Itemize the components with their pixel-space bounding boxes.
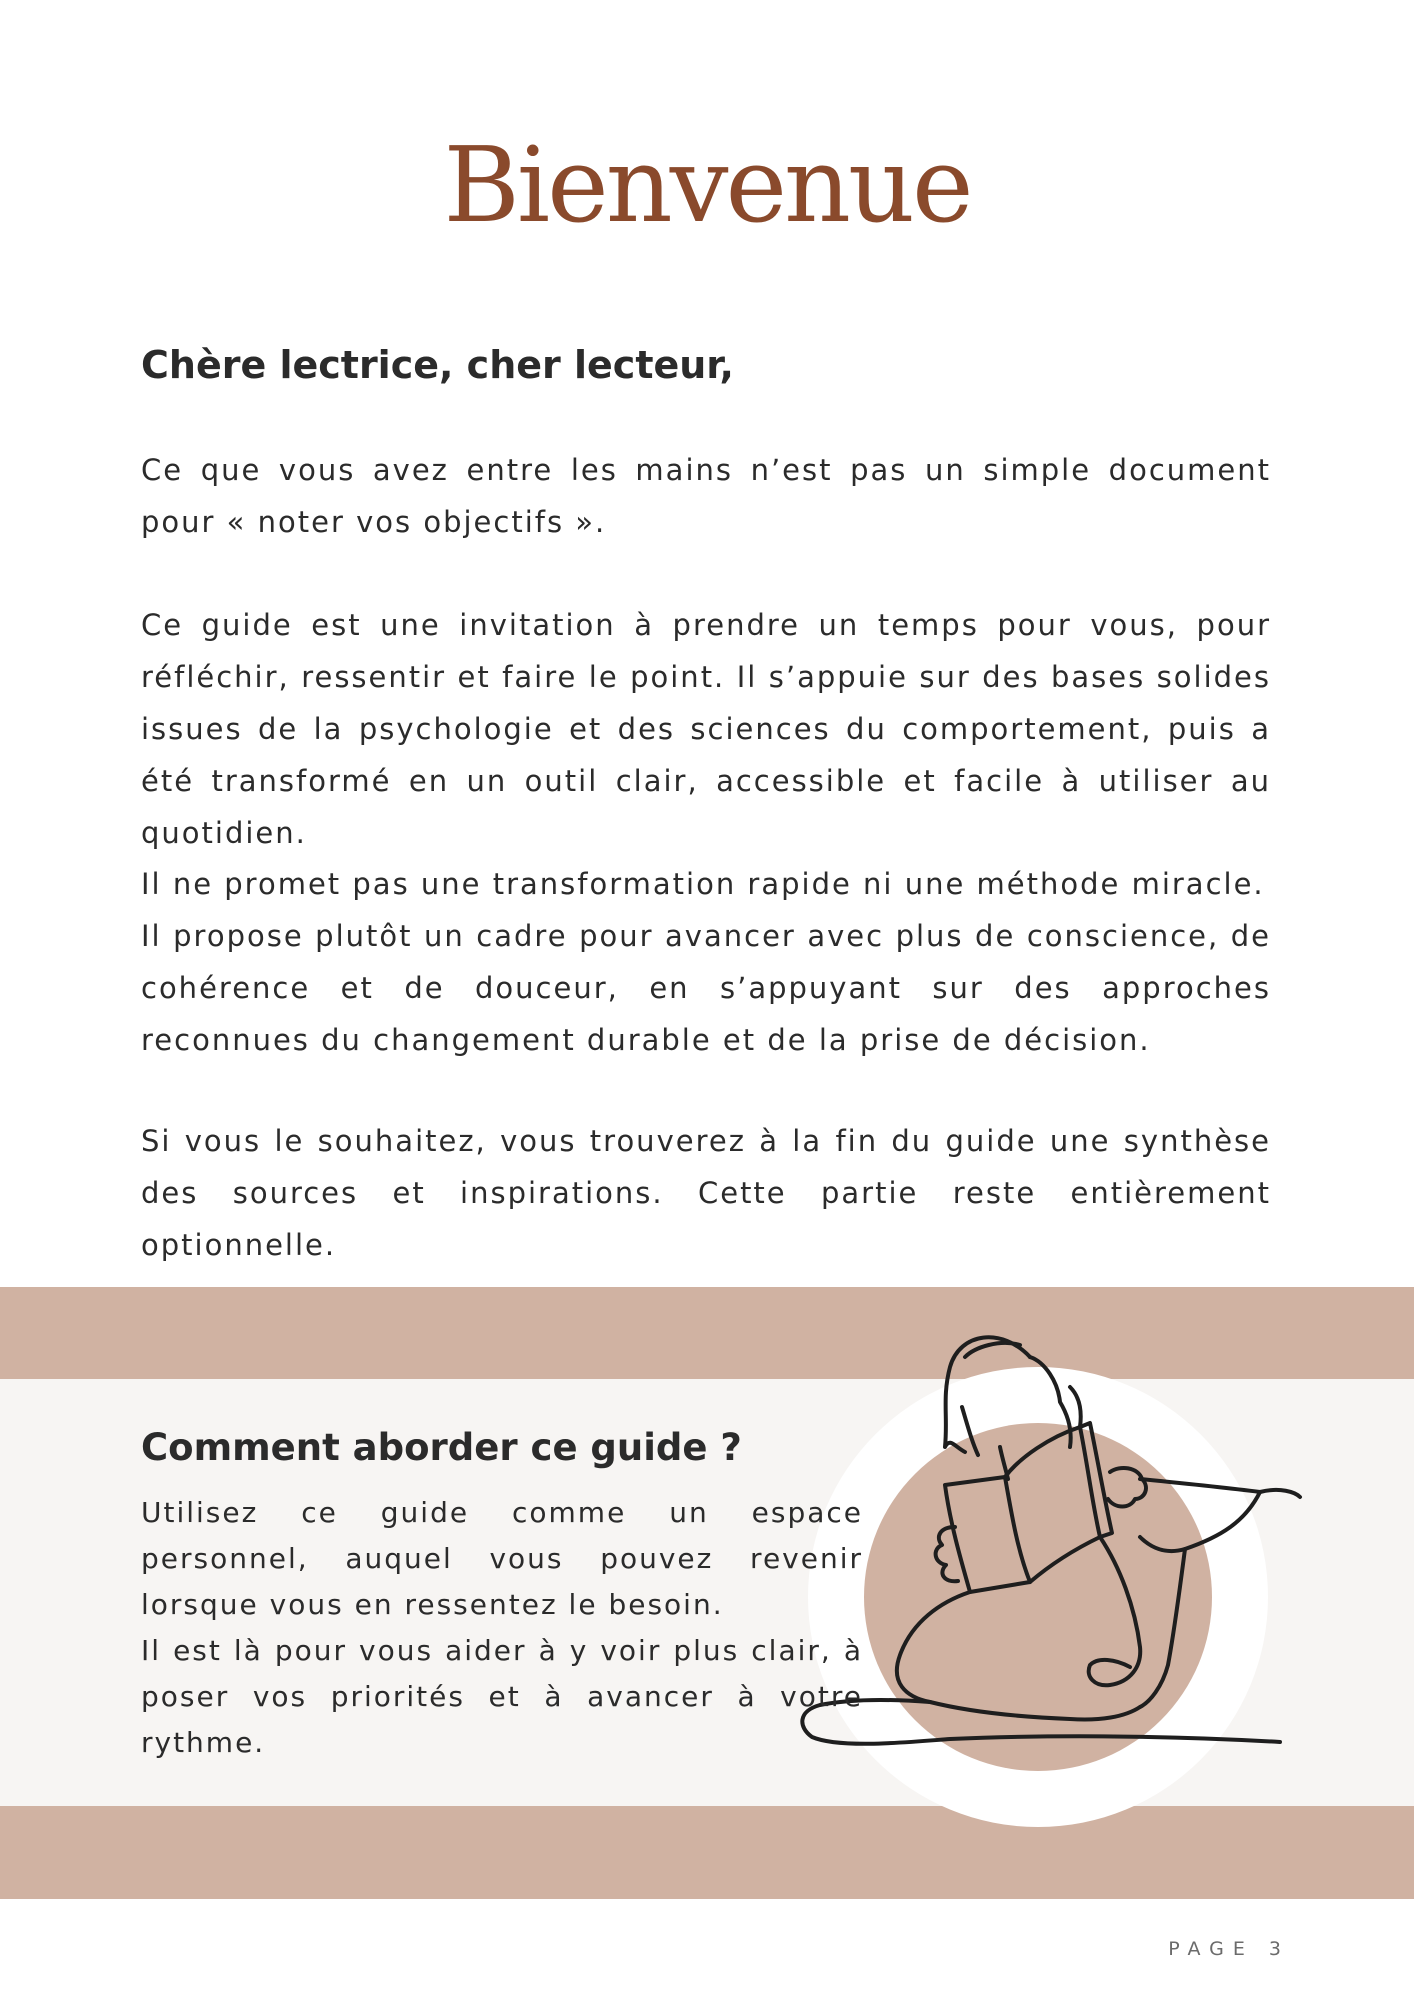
greeting-heading: Chère lectrice, cher lecteur, — [141, 343, 734, 387]
page-number: PAGE 3 — [1168, 1938, 1290, 1960]
intro-paragraph: Ce que vous avez entre les mains n’est pas un simple document pour « noter vos objectifs ». — [141, 453, 1271, 539]
section-body-line-1: Utilisez ce guide comme un espace personnel, auquel vous pouvez revenir lorsque vous en ressentez le besoin. — [141, 1496, 863, 1621]
promise-line-2: Il propose plutôt un cadre pour avancer avec plus de conscience, de cohérence et de douceur, en s’appuyant sur des approches reconnues du changement durable et de la prise de décision. — [141, 919, 1271, 1057]
section-body-line-2: Il est là pour vous aider à y voir plus clair, à poser vos priorités et à avancer à votre rythme. — [141, 1634, 863, 1759]
page-title: Bienvenue — [443, 124, 971, 246]
section-title: Comment aborder ce guide ? — [141, 1426, 742, 1469]
sources-paragraph: Si vous le souhaitez, vous trouverez à la fin du guide une synthèse des sources et inspirations. Cette partie reste entièrement optionnelle. — [141, 1124, 1271, 1262]
promise-line-1: Il ne promet pas une transformation rapide ni une méthode miracle. — [141, 867, 1265, 901]
section-body — [141, 1490, 863, 1766]
promise-paragraph — [141, 858, 1271, 1066]
guide-description-paragraph: Ce guide est une invitation à prendre un temps pour vous, pour réfléchir, ressentir et faire le point. Il s’appuie sur des bases solides issues de la psychologie et des sciences du comportement, puis a été transformé en un outil clair, accessible et facile à utiliser au quotidien. — [141, 608, 1271, 850]
